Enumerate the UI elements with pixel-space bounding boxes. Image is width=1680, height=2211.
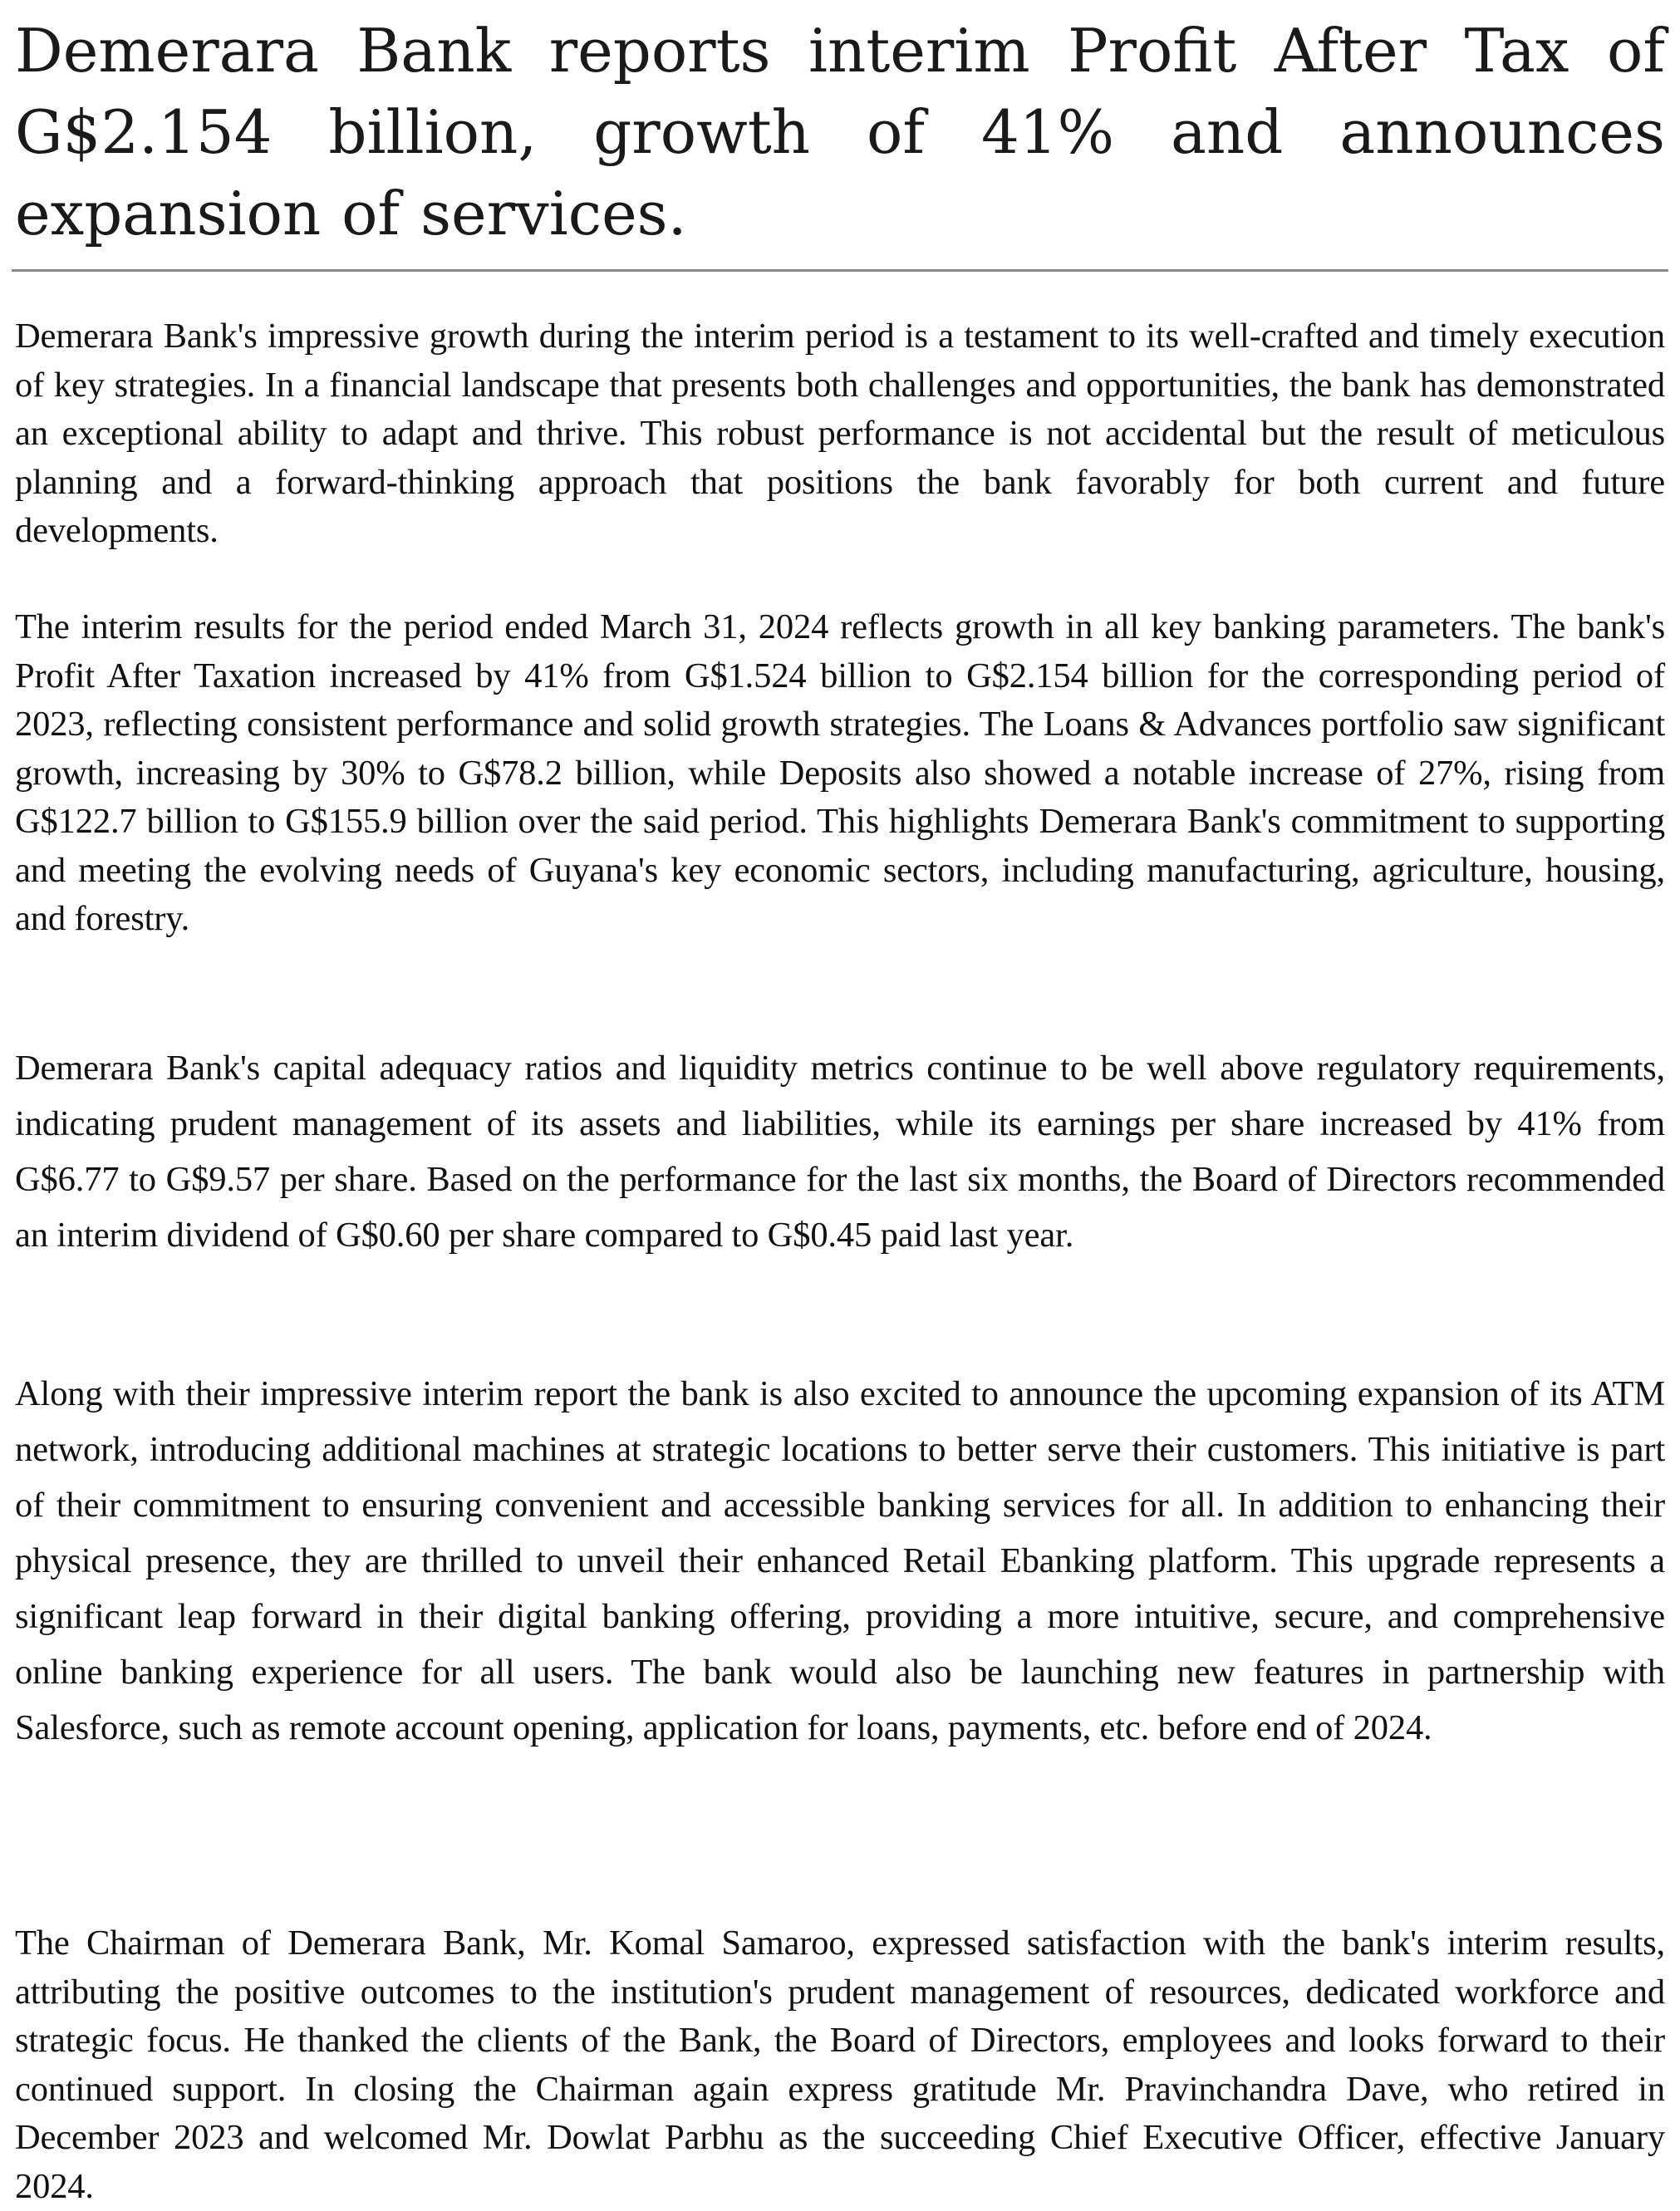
paragraph-service-expansion: Along with their impressive interim report the bank is also excited to announce the upcoming expansion of its ATM network, introducing additional machines at strategic locations to better serve their customers. This initiative is part of their commitment to ensuring convenient and accessible banking services for all. In addition to enhancing their physical presence, they are thrilled to unveil their enhanced Retail Ebanking platform. This upgrade represents a significant leap forward in their digital banking offering, providing a more intuitive, secure, and comprehensive online banking experience for all users. The bank would also be launching new features in partnership with Salesforce, such as remote account opening, application for loans, payments, etc. before end of 2024. xyxy=(15,1374,1665,1747)
headline: Demerara Bank reports interim Profit After Tax of G$2.154 billion, growth of 41% and announces expansion of services. xyxy=(15,16,1665,248)
headline-divider xyxy=(12,269,1668,272)
paragraph-interim-results: The interim results for the period ended March 31, 2024 reflects growth in all key banking parameters. The bank's Profit After Taxation increased by 41% from G$1.524 billion to G$2.154 billion for the corresponding period of 2023, reflecting consistent performance and solid growth strategies. The Loans & Advances portfolio saw significant growth, increasing by 30% to G$78.2 billion, while Deposits also showed a notable increase of 27%, rising from G$122.7 billion to G$155.9 billion over the said period. This highlights Demerara Bank's commitment to supporting and meeting the evolving needs of Guyana's key economic sectors, including manufacturing, agriculture, housing, and forestry. xyxy=(15,607,1665,938)
paragraph-growth-overview: Demerara Bank's impressive growth during the interim period is a testament to its well-crafted and timely execution of key strategies. In a financial landscape that presents both challenges and opportunities, the bank has demonstrated an exceptional ability to adapt and thrive. This robust performance is not accidental but the result of meticulous planning and a forward-thinking approach that positions the bank favorably for both current and future developments. xyxy=(15,317,1665,550)
paragraph-chairman-remarks: The Chairman of Demerara Bank, Mr. Komal Samaroo, expressed satisfaction with the bank's interim results, attributing the positive outcomes to the institution's prudent management of resources, dedicated workforce and strategic focus. He thanked the clients of the Bank, the Board of Directors, employees and looks forward to their continued support. In closing the Chairman again express gratitude Mr. Pravinchandra Dave, who retired in December 2023 and welcomed Mr. Dowlat Parbhu as the succeeding Chief Executive Officer, effective January 2024. xyxy=(15,1924,1665,2206)
paragraph-capital-dividend: Demerara Bank's capital adequacy ratios and liquidity metrics continue to be well above regulatory requirements, indicating prudent management of its assets and liabilities, while its earnings per share increased by 41% from G$6.77 to G$9.57 per share. Based on the performance for the last six months, the Board of Directors recommended an interim dividend of G$0.60 per share compared to G$0.45 paid last year. xyxy=(15,1049,1665,1255)
